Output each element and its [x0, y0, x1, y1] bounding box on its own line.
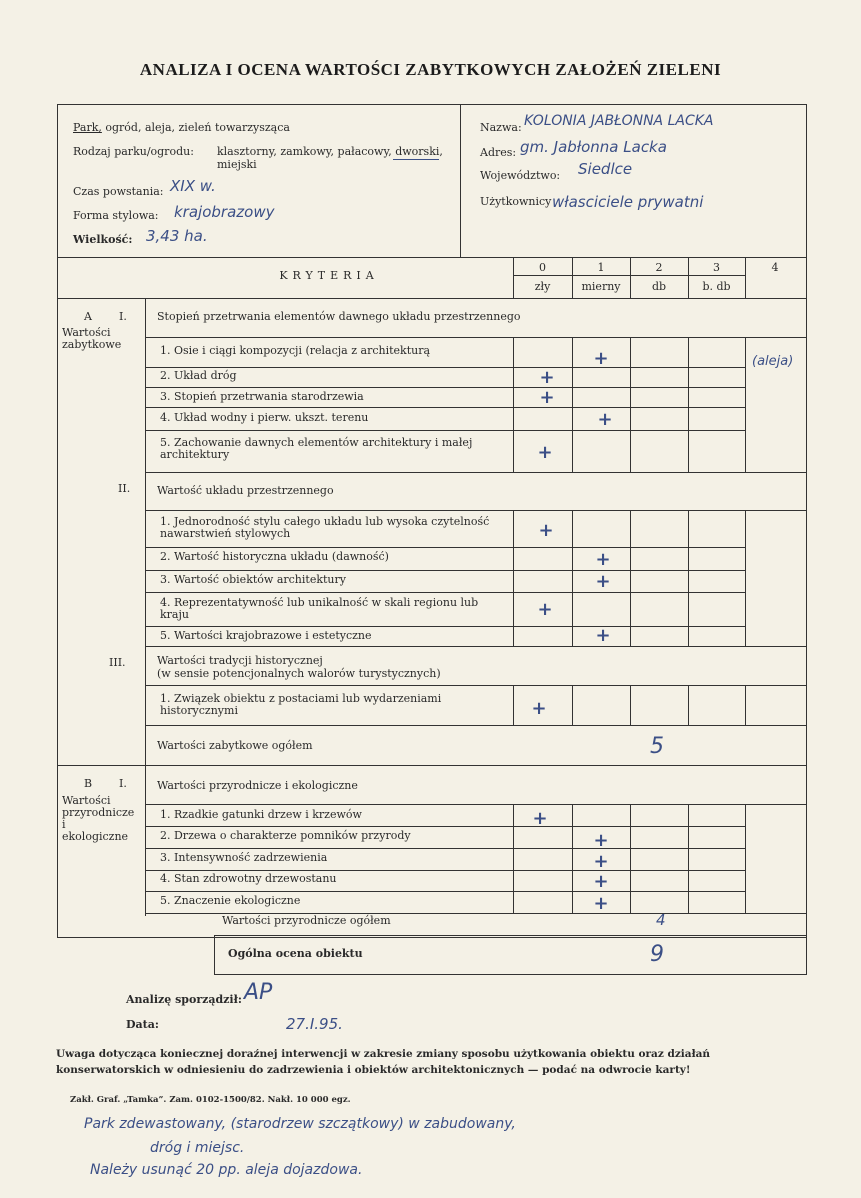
row-b-5-label: 5. Znaczenie ekologiczne — [160, 894, 301, 907]
row-b-3-label: 3. Intensywność zadrzewienia — [160, 851, 328, 864]
row-b-2-label: 2. Drzewa o charakterze pomników przyrody — [160, 829, 411, 842]
handwritten-note-1: Park zdewastowany, (starodrzew szczątkowy) w zabudowany, — [84, 1116, 516, 1132]
side-note-aleja: (aleja) — [752, 354, 794, 369]
row-i-2-label: 2. Układ dróg — [160, 369, 237, 382]
nazwa-value: KOLONIA JABŁONNA LACKA — [524, 113, 714, 129]
handwritten-note-3: Należy usunąć 20 pp. aleja dojazdowa. — [90, 1162, 363, 1178]
overall-label: Ogólna ocena obiektu — [228, 947, 363, 960]
woj-value: Siedlce — [578, 160, 633, 178]
wielkosc-label: Wielkość: — [73, 233, 133, 246]
group-iii-number: III. — [109, 656, 126, 669]
czas-value: XIX w. — [170, 177, 216, 195]
rodzaj-label: Rodzaj parku/ogrodu: — [73, 145, 194, 158]
score-3: 3 — [713, 261, 720, 274]
row-iii-1-mark: + — [531, 698, 547, 719]
intervention-notice: Uwaga dotycząca koniecznej doraźnej interwencji w zakresie zmiany sposobu użytkowania obiektu oraz działań konserwatorskich w odniesieniu do zadrzewienia i obiektów architektonicznych — podać na odwrocie karty! — [56, 1048, 711, 1076]
total-b-value: 4 — [656, 911, 666, 929]
group-ii-title: Wartość układu przestrzennego — [157, 484, 334, 497]
row-i-1-mark: + — [593, 348, 609, 369]
row-b-5-mark: + — [593, 893, 609, 914]
author-label: Analizę sporządził: — [126, 993, 242, 1006]
park-type-selected: Park, — [73, 121, 102, 134]
group-bi-title: Wartości przyrodnicze i ekologiczne — [157, 779, 358, 792]
park-type-options: ogród, aleja, zieleń towarzysząca — [101, 121, 290, 134]
row-ii-5-label: 5. Wartości krajobrazowe i estetyczne — [160, 629, 372, 642]
row-b-4-label: 4. Stan zdrowotny drzewostanu — [160, 872, 337, 885]
group-iii-title-2: (w sensie potencjonalnych walorów turystycznych) — [157, 667, 441, 680]
row-ii-2-label: 2. Wartość historyczna układu (dawność) — [160, 550, 389, 563]
overall-value: 9 — [650, 942, 664, 967]
row-i-4-mark: + — [597, 409, 613, 430]
uzytk-label: Użytkownicy — [480, 195, 552, 208]
dworski-underline — [393, 159, 439, 160]
section-b-letter: B — [84, 777, 93, 790]
score-name-2: db — [651, 280, 667, 293]
row-b-1-mark: + — [532, 808, 548, 829]
row-ii-1-label: 1. Jednorodność stylu całego układu lub wysoka czytelność nawarstwień stylowych — [160, 515, 490, 540]
forma-label: Forma stylowa: — [73, 209, 159, 222]
row-ii-3-label: 3. Wartość obiektów architektury — [160, 573, 346, 586]
row-i-3-label: 3. Stopień przetrwania starodrzewia — [160, 390, 364, 403]
row-i-5-label: 5. Zachowanie dawnych elementów architektury i małej architektury — [160, 436, 473, 461]
date-value: 27.I.95. — [286, 1015, 343, 1033]
row-ii-4-mark: + — [537, 599, 553, 620]
handwritten-note-2: dróg i miejsc. — [150, 1140, 245, 1156]
row-i-4-label: 4. Układ wodny i pierw. ukszt. terenu — [160, 411, 369, 424]
row-ii-3-mark: + — [595, 571, 611, 592]
group-i-number: I. — [119, 310, 127, 323]
rodzaj-values-1: klasztorny, zamkowy, pałacowy, dworski, — [217, 145, 443, 158]
score-1: 1 — [597, 261, 605, 274]
adres-label: Adres: — [480, 146, 517, 159]
score-name-1: mierny — [581, 280, 621, 293]
author-signature: AP — [244, 980, 273, 1005]
kryteria-heading: KRYTERIA — [279, 269, 379, 282]
group-bi-number: I. — [119, 777, 127, 790]
row-i-5-mark: + — [537, 442, 553, 463]
total-a-value: 5 — [650, 734, 664, 759]
date-label: Data: — [126, 1018, 159, 1031]
section-a-letter: A — [84, 310, 92, 323]
row-i-1-label: 1. Osie i ciągi kompozycji (relacja z architekturą — [160, 344, 431, 357]
wielkosc-value: 3,43 ha. — [146, 227, 208, 245]
nazwa-label: Nazwa: — [480, 121, 522, 134]
czas-label: Czas powstania: — [73, 185, 164, 198]
score-0: 0 — [539, 261, 546, 274]
park-type-line — [73, 122, 290, 134]
row-iii-1-label: 1. Związek obiektu z postaciami lub wydarzeniami historycznymi — [160, 692, 442, 717]
row-i-3-mark: + — [539, 387, 555, 408]
score-name-3: b. db — [702, 280, 731, 293]
score-name-0: zły — [534, 280, 551, 293]
forma-value: krajobrazowy — [174, 203, 275, 221]
row-b-2-mark: + — [593, 830, 609, 851]
section-b-label: Wartości przyrodnicze i ekologiczne — [62, 794, 135, 843]
score-4: 4 — [771, 261, 779, 274]
row-ii-2-mark: + — [595, 549, 611, 570]
printer-info: Zakł. Graf. „Tamka”. Zam. 0102-1500/82. Nakł. 10 000 egz. — [70, 1095, 351, 1105]
row-i-2-mark: + — [539, 367, 555, 388]
group-i-title: Stopień przetrwania elementów dawnego układu przestrzennego — [157, 310, 521, 323]
group-iii-title-1: Wartości tradycji historycznej — [157, 654, 323, 667]
total-b-label: Wartości przyrodnicze ogółem — [222, 914, 391, 927]
row-b-4-mark: + — [593, 871, 609, 892]
row-b-3-mark: + — [593, 851, 609, 872]
adres-value: gm. Jabłonna Lacka — [520, 138, 667, 156]
row-ii-4-label: 4. Reprezentatywność lub unikalność w skali regionu lub kraju — [160, 596, 479, 621]
woj-label: Województwo: — [480, 169, 561, 182]
uzytk-value: własciciele prywatni — [552, 193, 704, 211]
page-title: ANALIZA I OCENA WARTOŚCI ZABYTKOWYCH ZAŁOŻEŃ ZIELENI — [139, 60, 722, 79]
rodzaj-values-2: miejski — [217, 158, 257, 171]
section-a-label: Wartości zabytkowe — [62, 326, 122, 351]
total-a-label: Wartości zabytkowe ogółem — [157, 739, 313, 752]
row-ii-5-mark: + — [595, 625, 611, 646]
score-2: 2 — [655, 261, 663, 274]
row-b-1-label: 1. Rzadkie gatunki drzew i krzewów — [160, 808, 362, 821]
row-ii-1-mark: + — [538, 520, 554, 541]
group-ii-number: II. — [118, 482, 131, 495]
